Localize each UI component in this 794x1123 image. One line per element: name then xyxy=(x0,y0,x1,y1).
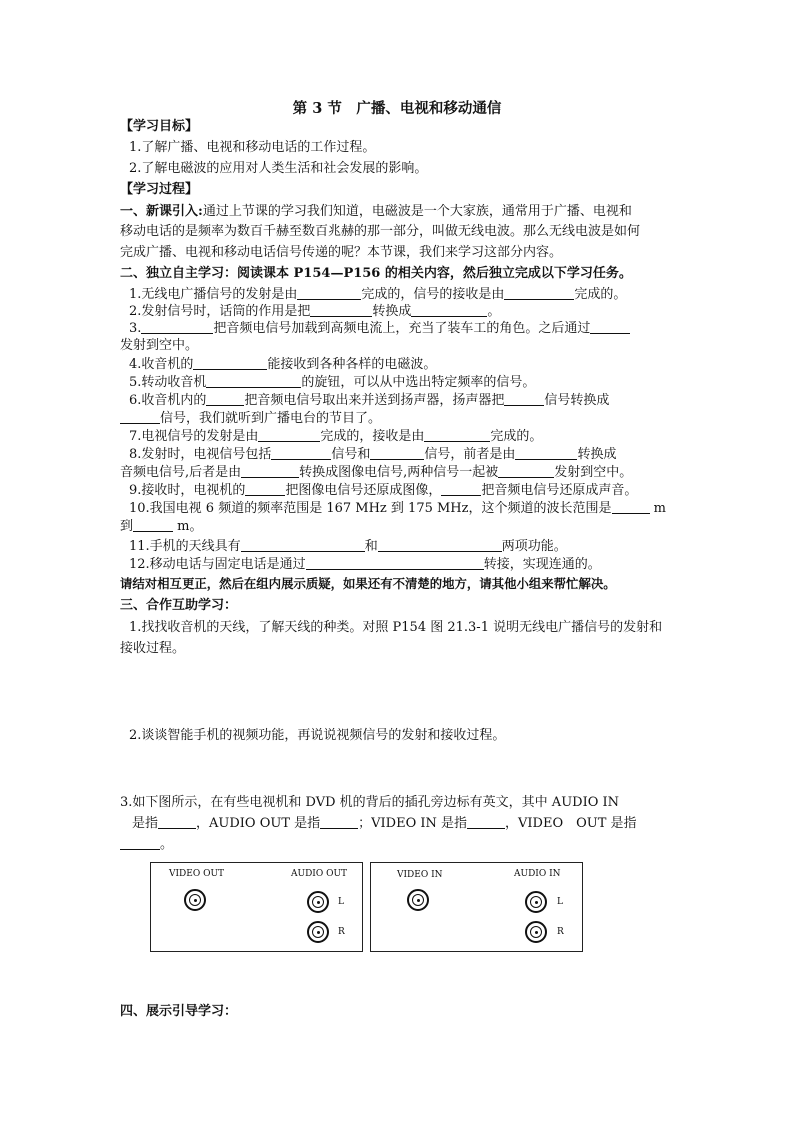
question-8: 8.发射时，电视信号包括 信号和 信号，前者是由 转换成 xyxy=(129,447,617,462)
answer-blank[interactable] xyxy=(504,286,574,300)
question-5: 5.转动收音机 的旋钮，可以从中选出特定频率的信号。 xyxy=(129,375,536,390)
section3-item-2: 2.谈谈智能手机的视频功能，再说说视频信号的发射和接收过程。 xyxy=(129,728,506,743)
answer-blank[interactable] xyxy=(297,286,361,300)
answer-blank[interactable] xyxy=(206,374,301,388)
answer-blank[interactable] xyxy=(141,320,213,334)
question-6-cont: 信号，我们就听到广播电台的节目了。 xyxy=(120,410,680,428)
answer-blank[interactable] xyxy=(241,464,299,478)
answer-blank[interactable] xyxy=(133,518,173,532)
section3-item-1-cont: 接收过程。 xyxy=(120,641,186,656)
section2-title: 二、独立自主学习：阅读课本 P154—P156 的相关内容，然后独立完成以下学习任务。 xyxy=(120,266,632,281)
page-title: 第 3 节 广播、电视和移动通信 xyxy=(292,100,502,117)
section3-item-3-cont: 是指 ，AUDIO OUT 是指 ；VIDEO IN 是指 ，VIDEO OUT 是指 xyxy=(132,816,637,831)
answer-blank[interactable] xyxy=(258,428,320,442)
answer-blank[interactable] xyxy=(120,410,160,424)
intro-text: 通过上节课的学习我们知道，电磁波是一个大家族，通常用于广播、电视和 xyxy=(202,204,632,219)
question-3-cont: 发射到空中。 xyxy=(120,338,199,353)
goals-header: 【学习目标】 xyxy=(120,119,199,134)
answer-blank[interactable] xyxy=(306,556,484,570)
question-6: 6.收音机内的 把音频电信号取出来并送到扬声器，扬声器把 信号转换成 xyxy=(129,393,610,408)
question-11: 11.手机的天线具有 和 两项功能。 xyxy=(129,539,567,554)
question-9: 9.接收时，电视机的 把图像电信号还原成图像， 把音频电信号还原成声音。 xyxy=(129,483,638,498)
answer-blank[interactable] xyxy=(378,538,502,552)
output-jack-panel xyxy=(150,862,363,952)
answer-blank[interactable] xyxy=(193,356,267,370)
channel-label-r: R xyxy=(557,927,564,937)
audio-out-l-jack-icon xyxy=(307,891,329,913)
question-10: 10.我国电视 6 频道的频率范围是 167 MHz 到 175 MHz，这个频道的波长范围是 m xyxy=(129,501,666,516)
answer-blank[interactable] xyxy=(370,446,424,460)
section4-title: 四、展示引导学习： xyxy=(120,1004,238,1019)
intro-label: 一、新课引入: xyxy=(120,204,203,219)
answer-blank[interactable] xyxy=(424,428,490,442)
audio-in-l-jack-icon xyxy=(525,891,547,913)
section3-title: 三、合作互助学习： xyxy=(120,598,238,613)
video-in-label: VIDEO IN xyxy=(397,870,443,880)
audio-in-r-jack-icon xyxy=(525,921,547,943)
answer-blank[interactable] xyxy=(411,303,487,317)
question-10-cont: 到 m。 xyxy=(120,519,203,534)
answer-blank[interactable] xyxy=(120,836,160,850)
section3-item-3: 3.如下图所示，在有些电视机和 DVD 机的背后的插孔旁边标有英文，其中 AUDIO IN xyxy=(120,795,620,810)
intro-text: 移动电话的是频率为数百千赫至数百兆赫的那一部分，叫做无线电波。那么无线电波是如何 xyxy=(120,224,641,239)
question-12: 12.移动电话与固定电话是通过 转接，实现连通的。 xyxy=(129,557,601,572)
answer-blank[interactable] xyxy=(245,482,285,496)
video-out-label: VIDEO OUT xyxy=(169,869,225,879)
intro-line xyxy=(120,203,680,221)
section3-item-1: 1.找找收音机的天线，了解天线的种类。对照 P154 图 21.3-1 说明无线电广播信号的发射和 xyxy=(129,620,663,635)
question-2: 2.发射信号时，话筒的作用是把 转换成 。 xyxy=(129,304,501,319)
question-7: 7.电视信号的发射是由 完成的，接收是由 完成的。 xyxy=(129,429,543,444)
answer-blank[interactable] xyxy=(590,320,630,334)
answer-blank[interactable] xyxy=(504,392,544,406)
question-8-cont: 音频电信号,后者是由 转换成图像电信号,两种信号一起被 发射到空中。 xyxy=(120,465,633,480)
answer-blank[interactable] xyxy=(271,446,331,460)
process-header: 【学习过程】 xyxy=(120,182,199,197)
channel-label-l: L xyxy=(338,897,344,907)
answer-blank[interactable] xyxy=(158,815,196,829)
video-out-jack-icon xyxy=(184,889,206,911)
audio-in-label: AUDIO IN xyxy=(514,869,561,879)
channel-label-r: R xyxy=(338,927,345,937)
goal-item: 2.了解电磁波的应用对人类生活和社会发展的影响。 xyxy=(129,161,428,176)
answer-blank[interactable] xyxy=(612,500,650,514)
intro-text: 完成广播、电视和移动电话信号传递的呢？本节课，我们来学习这部分内容。 xyxy=(120,245,563,260)
goal-item: 1.了解广播、电视和移动电话的工作过程。 xyxy=(129,140,376,155)
question-4: 4.收音机的 能接收到各种各样的电磁波。 xyxy=(129,357,437,372)
audio-out-r-jack-icon xyxy=(307,921,329,943)
answer-blank[interactable] xyxy=(310,303,372,317)
answer-blank[interactable] xyxy=(206,392,244,406)
answer-blank[interactable] xyxy=(498,464,554,478)
channel-label-l: L xyxy=(557,897,563,907)
question-3: 3. 把音频电信号加载到高频电流上，充当了装车工的角色。之后通过 xyxy=(129,320,689,338)
question-1: 1.无线电广播信号的发射是由 完成的，信号的接收是由 完成的。 xyxy=(129,287,627,302)
answer-blank[interactable] xyxy=(241,538,365,552)
answer-blank[interactable] xyxy=(441,482,481,496)
input-jack-panel xyxy=(370,862,583,952)
group-note: 请结对相互更正，然后在组内展示质疑，如果还有不清楚的地方，请其他小组来帮忙解决。 xyxy=(120,576,616,591)
video-in-jack-icon xyxy=(407,889,429,911)
answer-blank[interactable] xyxy=(320,815,358,829)
audio-out-label: AUDIO OUT xyxy=(291,869,348,879)
answer-blank[interactable] xyxy=(515,446,577,460)
answer-blank[interactable] xyxy=(467,815,505,829)
section3-item-3-end: 。 xyxy=(120,836,680,854)
